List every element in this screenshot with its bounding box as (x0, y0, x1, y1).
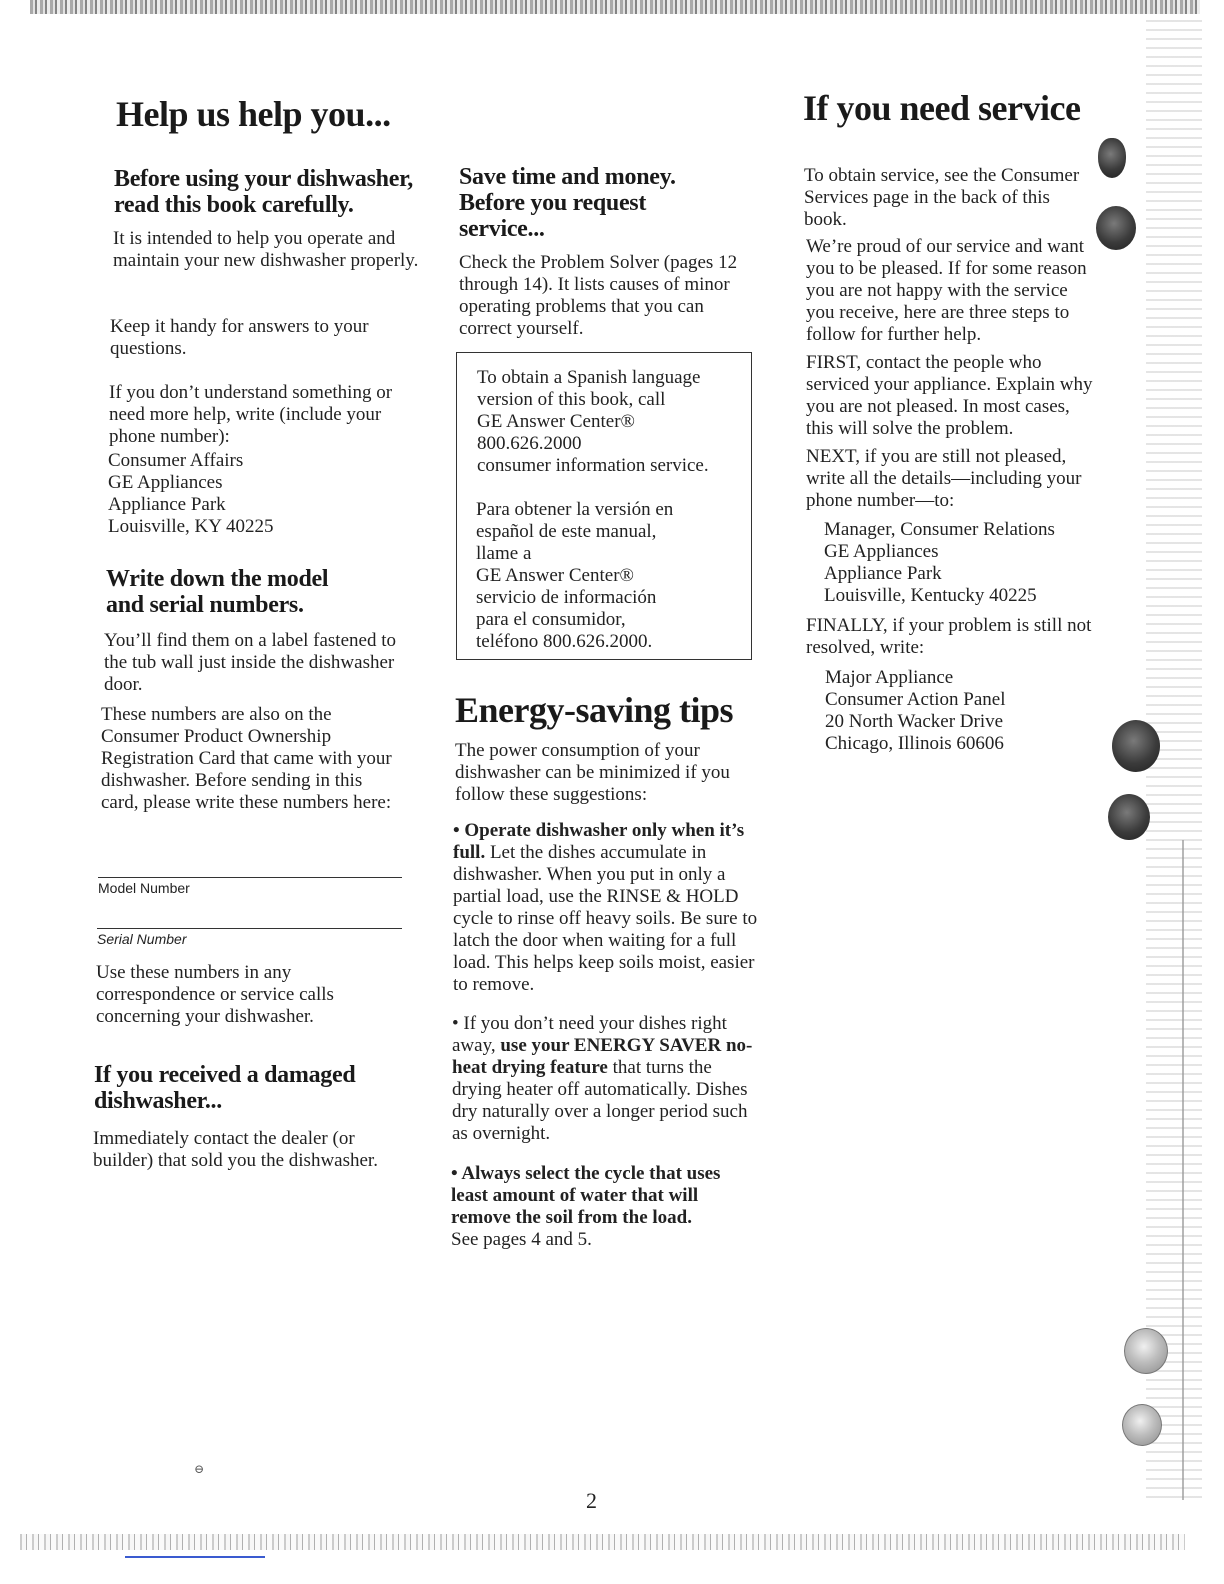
consumer-affairs-address (108, 450, 408, 538)
energy-tips-title: Energy-saving tips (455, 690, 734, 730)
energy-tip-2-lead: use your ENERGY SAVER no-heat drying feature (452, 1035, 753, 1078)
model-number-label: Model Number (98, 880, 190, 896)
scan-bottom-edge (20, 1534, 1185, 1550)
scan-blue-mark (125, 1556, 265, 1558)
address-line: Consumer Action Panel (825, 689, 1006, 710)
address-line: Louisville, KY 40225 (108, 516, 274, 537)
service-paragraph-first: FIRST, contact the people who serviced your appliance. Explain why you are not pleased. In most cases, this will solve the problem. (806, 352, 1093, 439)
model-serial-paragraph-1: You’ll find them on a label fastened to the tub wall just inside the dishwasher door. (104, 630, 396, 695)
spanish-box-spanish (476, 499, 746, 653)
action-panel-address (825, 667, 1095, 755)
spanish-box-line: servicio de información (476, 587, 657, 608)
model-number-field[interactable] (98, 877, 402, 878)
address-line: Louisville, Kentucky 40225 (824, 585, 1037, 606)
before-using-paragraph-3: If you don’t understand something or need more help, write (include your phone number): (109, 382, 393, 447)
spanish-box-phone: 800.626.2000 (477, 433, 582, 454)
binder-hole-2 (1096, 206, 1136, 250)
energy-tip-2-text: that turns the drying heater off automatically. Dishes dry naturally over a longer period such as overnight. (452, 1057, 748, 1144)
damaged-paragraph: Immediately contact the dealer (or builder) that sold you the dishwasher. (93, 1128, 378, 1171)
consumer-relations-address (824, 519, 1094, 607)
save-time-paragraph: Check the Problem Solver (pages 12 through 14). It lists causes of minor operating problems that you can correct yourself. (459, 252, 738, 339)
page-title: Help us help you... (116, 94, 391, 134)
energy-tip-2 (452, 1013, 757, 1145)
energy-tip-1-text: Let the dishes accumulate in dishwasher. When you put in only a partial load, use the RINSE & HOLD cycle to rinse off heavy soils. Be sure to latch the door when waiting for a full load. This helps keep soils moist, easier to remove. (453, 842, 758, 995)
scan-top-edge (30, 0, 1200, 14)
binder-hole-6 (1122, 1404, 1162, 1446)
spanish-box-line: To obtain a Spanish language (477, 367, 701, 388)
before-using-paragraph-1: It is intended to help you operate and maintain your new dishwasher properly. (113, 228, 419, 271)
energy-tip-1 (453, 820, 758, 996)
service-paragraph-next: NEXT, if you are still not pleased, write all the details—including your phone number—to: (806, 446, 1082, 511)
before-using-paragraph-2: Keep it handy for answers to your questions. (110, 316, 369, 359)
scan-right-rule (1182, 840, 1184, 1500)
spanish-box-phone: teléfono 800.626.2000. (476, 631, 653, 652)
address-line: Appliance Park (824, 563, 942, 584)
binder-hole-4 (1108, 794, 1150, 840)
spanish-box-english (477, 367, 747, 477)
binder-hole-5 (1124, 1328, 1168, 1374)
address-line: Chicago, Illinois 60606 (825, 733, 1004, 754)
address-line: Manager, Consumer Relations (824, 519, 1055, 540)
spanish-language-box (456, 352, 752, 660)
address-line: GE Appliances (108, 472, 223, 493)
model-serial-paragraph-3: Use these numbers in any correspondence or service calls concerning your dishwasher. (96, 962, 334, 1027)
service-paragraph-2: We’re proud of our service and want you to be pleased. If for some reason you are not happy with the service you receive, here are three steps to follow for further help. (806, 236, 1087, 345)
address-line: Appliance Park (108, 494, 226, 515)
energy-tip-3-lead: • Always select the cycle that uses least amount of water that will remove the soil from the load. (451, 1163, 721, 1228)
spanish-box-line: Para obtener la versión en (476, 499, 674, 520)
energy-tip-1-lead: • Operate dishwasher only when it’s full. (453, 820, 745, 863)
energy-tip-3 (451, 1163, 761, 1251)
spanish-box-line: version of this book, call (477, 389, 666, 410)
service-paragraph-1: To obtain service, see the Consumer Services page in the back of this book. (804, 165, 1080, 230)
address-line: Consumer Affairs (108, 450, 244, 471)
serial-number-label: Serial Number (97, 931, 187, 947)
section-heading-save-time: Save time and money. Before you request service... (459, 164, 676, 242)
spanish-box-line: GE Answer Center® (477, 411, 635, 432)
spanish-box-line: llame a (476, 543, 532, 564)
section-heading-before-using: Before using your dishwasher, read this book carefully. (114, 166, 413, 218)
address-line: 20 North Wacker Drive (825, 711, 1004, 732)
binder-hole-1 (1098, 138, 1126, 178)
service-paragraph-finally: FINALLY, if your problem is still not resolved, write: (806, 615, 1092, 658)
model-serial-paragraph-2: These numbers are also on the Consumer Product Ownership Registration Card that came with your dishwasher. Before sending in this card, please write these numbers here: (101, 704, 392, 813)
energy-tip-2-intro: • If you don’t need your dishes right away, (452, 1013, 727, 1056)
spanish-box-line: consumer information service. (477, 455, 709, 476)
spanish-box-line: español de este manual, (476, 521, 657, 542)
serial-number-field[interactable] (97, 928, 402, 929)
page-number: 2 (586, 1488, 597, 1513)
address-line: GE Appliances (824, 541, 939, 562)
spanish-box-line: GE Answer Center® (476, 565, 634, 586)
spanish-box-line: para el consumidor, (476, 609, 626, 630)
section-heading-model-serial: Write down the model and serial numbers. (106, 566, 329, 618)
energy-tip-3-text: See pages 4 and 5. (451, 1229, 592, 1250)
address-line: Major Appliance (825, 667, 954, 688)
energy-intro: The power consumption of your dishwasher can be minimized if you follow these suggestions: (455, 740, 730, 805)
service-title: If you need service (803, 88, 1081, 128)
scan-speck-icon: ⊖ (194, 1462, 205, 1476)
binder-hole-3 (1112, 720, 1160, 772)
section-heading-damaged: If you received a damaged dishwasher... (94, 1062, 356, 1114)
